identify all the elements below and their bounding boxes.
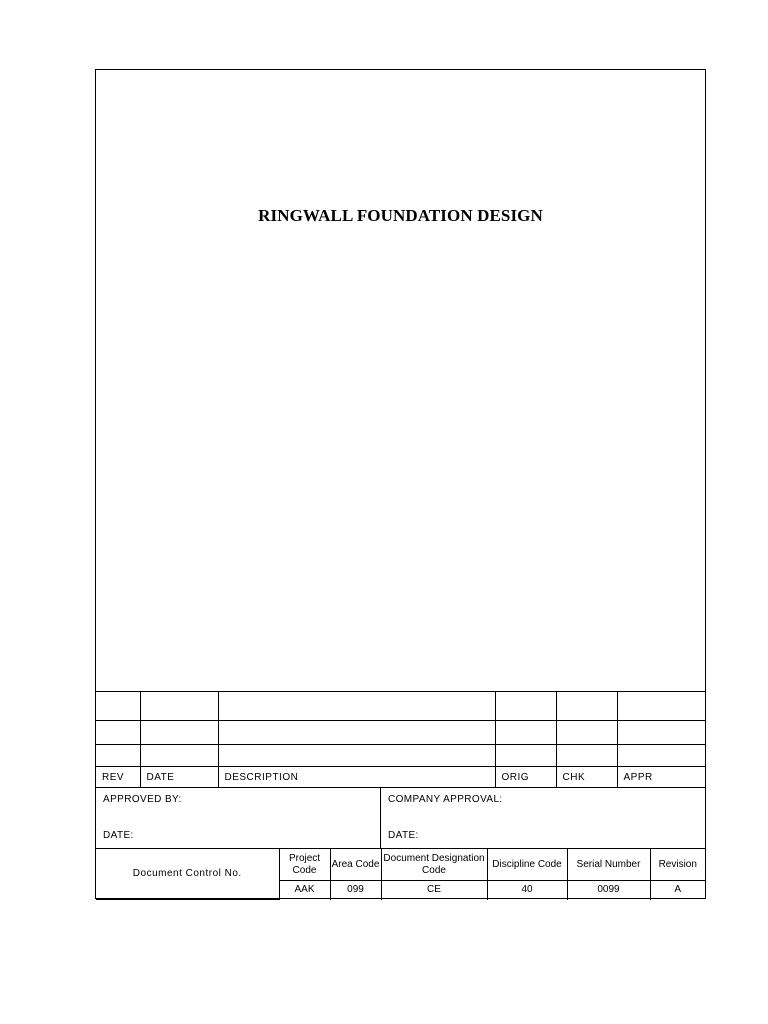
document-control-label: Document Control No. — [96, 849, 279, 900]
document-designation-code-value: CE — [381, 881, 487, 900]
document-title: RINGWALL FOUNDATION DESIGN — [258, 206, 543, 225]
area-code-value: 099 — [330, 881, 381, 900]
chk-cell — [556, 692, 617, 721]
appr-cell — [617, 721, 705, 745]
discipline-code-value: 40 — [487, 881, 567, 900]
area-code-header: Area Code — [330, 849, 381, 881]
revision-row — [96, 721, 705, 745]
description-cell — [218, 745, 495, 767]
revision-table — [96, 691, 705, 788]
project-code-header: Project Code — [279, 849, 330, 881]
description-cell — [218, 721, 495, 745]
rev-cell — [96, 721, 140, 745]
appr-cell — [617, 692, 705, 721]
serial-number-value: 0099 — [567, 881, 650, 900]
discipline-code-header: Discipline Code — [487, 849, 567, 881]
revision-header-row — [96, 767, 705, 788]
chk-cell — [556, 721, 617, 745]
date-cell — [140, 721, 218, 745]
document-designation-code-header: Document Designation Code — [381, 849, 487, 881]
company-approval-label: COMPANY APPROVAL: — [388, 794, 503, 805]
date-header: DATE — [140, 767, 218, 788]
revision-value: A — [650, 881, 705, 900]
approved-by-section — [96, 788, 381, 848]
document-control-table — [96, 848, 705, 900]
revision-header: Revision — [650, 849, 705, 881]
description-cell — [218, 692, 495, 721]
company-date-label: DATE: — [388, 830, 419, 841]
document-sheet — [95, 69, 706, 899]
appr-cell — [617, 745, 705, 767]
description-header: DESCRIPTION — [218, 767, 495, 788]
date-cell — [140, 745, 218, 767]
appr-header: APPR — [617, 767, 705, 788]
revision-row — [96, 692, 705, 721]
chk-cell — [556, 745, 617, 767]
company-approval-section — [381, 788, 705, 848]
orig-cell — [495, 721, 556, 745]
approved-by-label: APPROVED BY: — [103, 794, 182, 805]
rev-cell — [96, 692, 140, 721]
rev-cell — [96, 745, 140, 767]
approved-date-label: DATE: — [103, 830, 134, 841]
rev-header: REV — [96, 767, 140, 788]
chk-header: CHK — [556, 767, 617, 788]
project-code-value: AAK — [279, 881, 330, 900]
orig-header: ORIG — [495, 767, 556, 788]
date-cell — [140, 692, 218, 721]
revision-row — [96, 745, 705, 767]
orig-cell — [495, 745, 556, 767]
serial-number-header: Serial Number — [567, 849, 650, 881]
orig-cell — [495, 692, 556, 721]
control-header-row — [96, 849, 705, 881]
approval-block — [96, 787, 705, 848]
